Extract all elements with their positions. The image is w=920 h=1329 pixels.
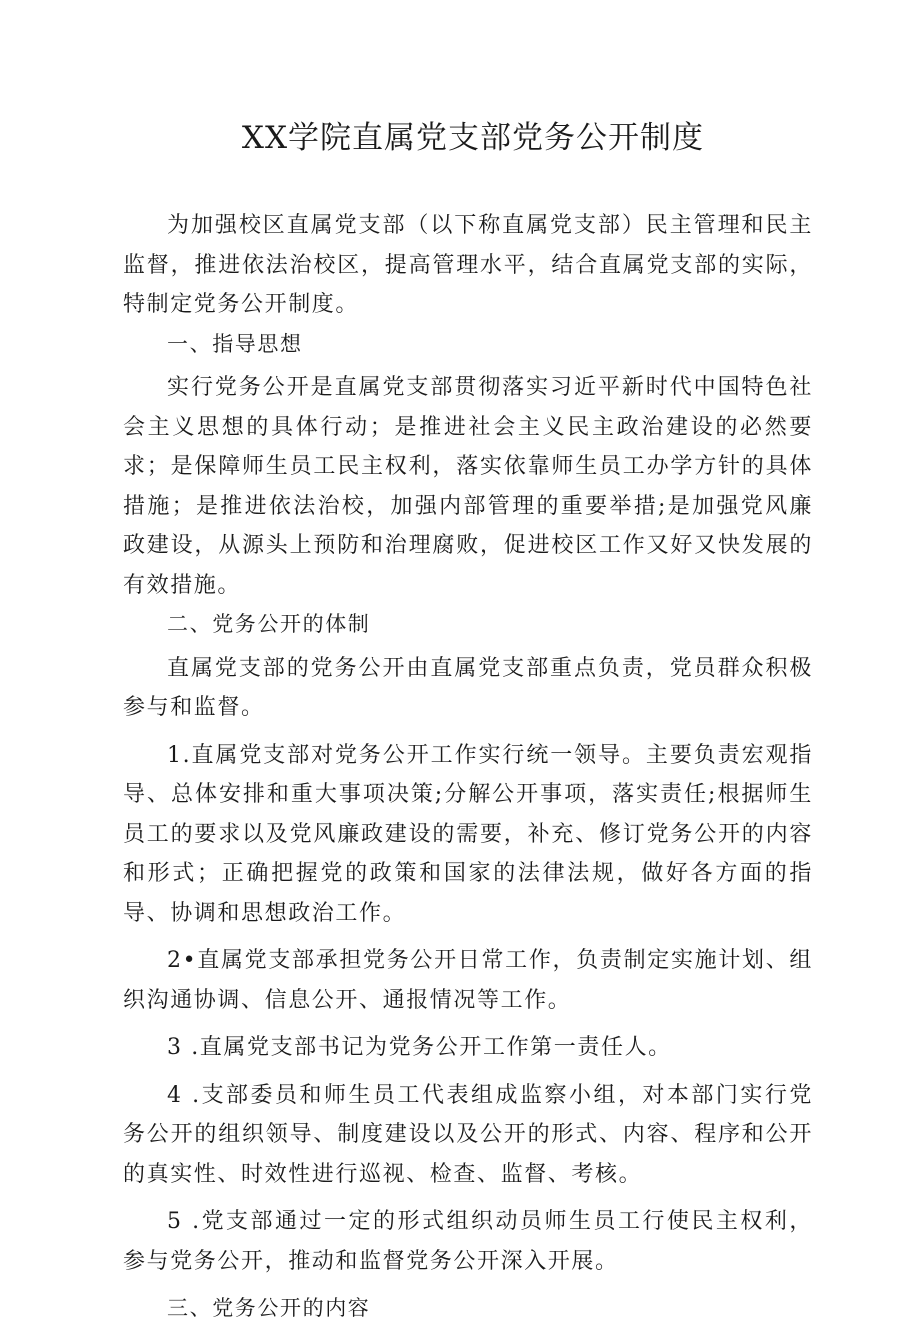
section-heading-system: 二、党务公开的体制: [167, 612, 371, 636]
system-item-1: 1.直属党支部对党务公开工作实行统一领导。主要负责宏观指导、总体安排和重大事项决策;分解公开事项，落实责任;根据师生员工的要求以及党风廉政建设的需要，补充、修订党务公开的内容和形式；正确把握党的政策和国家的法律法规，做好各方面的指导、协调和思想政治工作。: [123, 742, 813, 926]
guiding-thought-paragraph: 实行党务公开是直属党支部贯彻落实习近平新时代中国特色社会主义思想的具体行动；是推进社会主义民主政治建设的必然要求；是保障师生员工民主权利，落实依靠师生员工办学方针的具体措施；是推进依法治校，加强内部管理的重要举措;是加强党风廉政建设，从源头上预防和治理腐败，促进校区工作又好又快发展的有效措施。: [123, 375, 813, 598]
system-item-4: 4 .支部委员和师生员工代表组成监察小组，对本部门实行党务公开的组织领导、制度建设以及公开的形式、内容、程序和公开的真实性、时效性进行巡视、检查、监督、考核。: [123, 1082, 813, 1187]
system-item-5: 5 .党支部通过一定的形式组织动员师生员工行使民主权利，参与党务公开，推动和监督党务公开深入开展。: [123, 1209, 813, 1274]
system-item-2: 2•直属党支部承担党务公开日常工作，负责制定实施计划、组织沟通协调、信息公开、通报情况等工作。: [123, 948, 813, 1013]
section-heading-content: 三、党务公开的内容: [167, 1296, 371, 1320]
section-heading-guiding-thought: 一、指导思想: [167, 331, 303, 356]
document-title: XX学院直属党支部党务公开制度: [241, 120, 705, 156]
system-paragraph: 直属党支部的党务公开由直属党支部重点负责，党员群众积极参与和监督。: [123, 655, 813, 720]
intro-paragraph: 为加强校区直属党支部（以下称直属党支部）民主管理和民主监督，推进依法治校区，提高管理水平，结合直属党支部的实际，特制定党务公开制度。: [123, 213, 813, 317]
system-item-3: 3 .直属党支部书记为党务公开工作第一责任人。: [167, 1035, 672, 1060]
document-page: [123, 108, 813, 1329]
